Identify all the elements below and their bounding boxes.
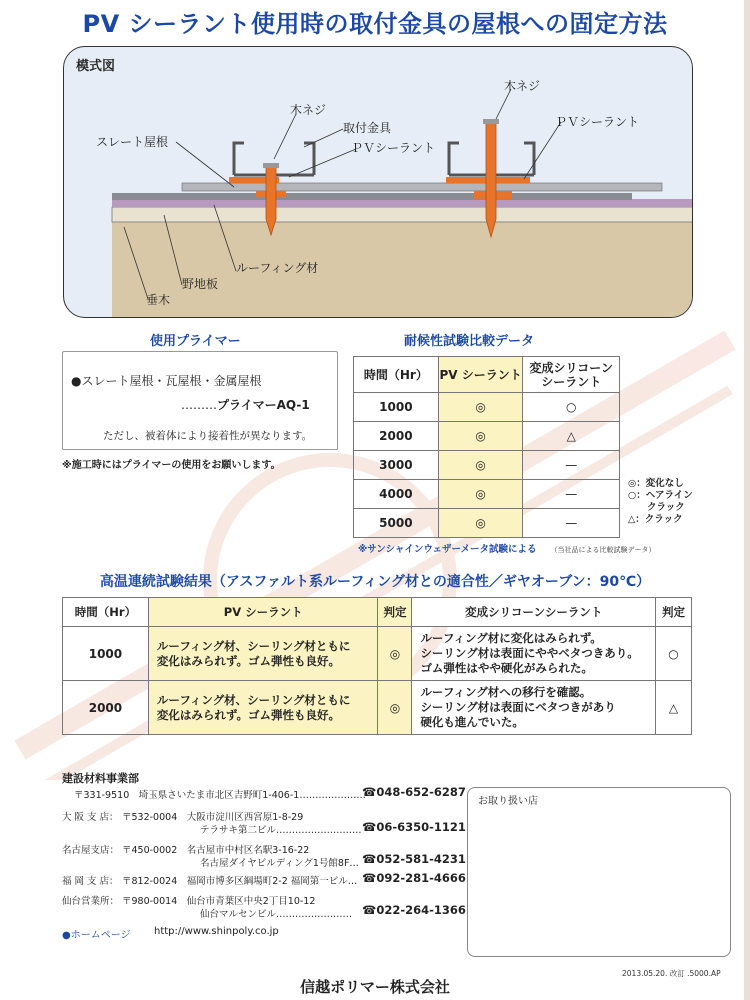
legend-item: クラック — [628, 502, 685, 513]
primer-title: 使用プライマー — [150, 334, 241, 349]
weather-legend — [628, 478, 693, 526]
label-roofing: ルーフィング材 — [236, 261, 319, 275]
weather-other: — — [523, 509, 620, 538]
heat-header-pv: PV シーラント — [148, 598, 378, 627]
heat-table — [62, 597, 692, 735]
table-row — [63, 681, 692, 735]
office-osaka-addr2: テラサキ第二ビル……………………… — [200, 825, 362, 836]
weather-other: ○ — [523, 393, 620, 422]
weather-pv: ◎ — [438, 509, 523, 538]
heat-other: ルーフィング材への移行を確認。 シーリング材は表面にベタつきがあり 硬化も進んでいた。 — [412, 681, 656, 735]
heat-pv-judge: ◎ — [378, 627, 412, 681]
sheathing-shape — [112, 207, 693, 222]
heat-header-other-judge: 判定 — [656, 598, 692, 627]
heat-header-hours: 時間（Hr） — [63, 598, 149, 627]
table-row — [354, 393, 620, 422]
primer-line1: ●スレート屋根・瓦屋根・金属屋根 — [71, 374, 262, 388]
primer-line3: ただし、被着体により接着性が異なります。 — [103, 430, 313, 442]
heat-header-pv-judge: 判定 — [378, 598, 412, 627]
slate-lower-shape — [112, 193, 632, 200]
heat-hours: 1000 — [63, 627, 149, 681]
label-sealant-right: ＰＶシーラント — [555, 115, 640, 129]
office-osaka-tel: ☎06-6350-1121 — [362, 820, 466, 834]
legend-item: ◎：変化なし — [628, 478, 684, 489]
heat-pv: ルーフィング材、シーリング材ともに 変化はみられず。ゴム弾性も良好。 — [148, 627, 378, 681]
weather-header-pv: PV シーラント — [438, 357, 523, 393]
weather-other: — — [523, 480, 620, 509]
heat-hours: 2000 — [63, 681, 149, 735]
table-row — [354, 509, 620, 538]
primer-note: ※施工時にはプライマーの使用をお願いします。 — [62, 460, 281, 471]
primer-line2-prefix: ……… — [181, 398, 217, 412]
office-fukuoka-name: 福 岡 支 店： — [62, 876, 119, 887]
weather-pv: ◎ — [438, 393, 523, 422]
weather-hours: 4000 — [354, 480, 439, 509]
office-sendai-addr2: 仙台マルセンビル…………………… — [200, 909, 353, 920]
diagram-label: 模式図 — [76, 59, 116, 74]
weather-pv: ◎ — [438, 422, 523, 451]
heat-other: ルーフィング材に変化はみられず。 シーリング材は表面にややベタつきあり。 ゴム弾性はやや硬化がみられた。 — [412, 627, 656, 681]
heat-header-row — [63, 598, 692, 627]
weather-note-main: ※サンシャインウェザーメータ試験による — [358, 544, 537, 555]
legend-item: △：クラック — [628, 514, 683, 525]
screw-right-head — [483, 119, 499, 124]
office-fukuoka-addr1: 〒812-0024 福岡市博多区綱場町2-2 福岡第一ビル… — [122, 876, 358, 887]
weather-pv: ◎ — [438, 480, 523, 509]
weather-hours: 5000 — [354, 509, 439, 538]
office-osaka-addr1: 〒532-0004 大阪市淀川区西宮原1-8-29 — [122, 812, 304, 823]
heat-pv: ルーフィング材、シーリング材ともに 変化はみられず。ゴム弾性も良好。 — [148, 681, 378, 735]
label-sheathing: 野地板 — [182, 277, 219, 291]
screw-right — [486, 123, 496, 237]
homepage-link[interactable]: http://www.shinpoly.co.jp — [154, 926, 279, 937]
office-hq-addr: 〒331-9510 埼玉県さいたま市北区吉野町1-406-1………………… — [74, 790, 366, 801]
office-sendai-addr1: 〒980-0014 仙台市青葉区中央2丁目10-12 — [122, 896, 316, 907]
slate-upper-shape — [182, 183, 662, 191]
office-nagoya-addr2: 名古屋ダイヤビルディング1号館8F… — [200, 858, 359, 869]
right-edge-bar — [744, 0, 750, 1000]
primer-box — [62, 351, 338, 450]
heat-other-judge: ○ — [656, 627, 692, 681]
weather-hours: 1000 — [354, 393, 439, 422]
office-nagoya-addr1: 〒450-0002 名古屋市中村区名駅3-16-22 — [122, 845, 310, 856]
office-sendai-name: 仙台営業所： — [62, 896, 120, 907]
schematic-diagram — [63, 46, 693, 318]
screw-left-head — [263, 163, 279, 168]
heat-title: 高温連続試験結果（アスファルト系ルーフィング材との適合性／ギヤオーブン：90℃） — [99, 574, 651, 590]
revision-date: 2013.05.20. 改訂 .5000.AP — [622, 969, 721, 978]
table-row — [354, 480, 620, 509]
label-slate: スレート屋根 — [96, 135, 169, 149]
office-fukuoka-tel: ☎092-281-4666 — [362, 871, 466, 885]
weather-other: △ — [523, 422, 620, 451]
dealer-label: お取り扱い店 — [478, 796, 538, 807]
legend-item: ○：ヘアライン — [628, 490, 693, 501]
dealer-box — [467, 787, 731, 957]
office-nagoya-tel: ☎052-581-4231 — [362, 852, 466, 866]
company-name: 信越ポリマー株式会社 — [300, 978, 450, 996]
weather-header-hours: 時間（Hr） — [354, 357, 439, 393]
weather-table — [353, 356, 620, 538]
label-screw-right: 木ネジ — [504, 79, 541, 93]
label-rafter: 垂木 — [146, 293, 171, 307]
label-sealant-left: ＰＶシーラント — [351, 141, 436, 155]
heat-header-other: 変成シリコーンシーラント — [412, 598, 656, 627]
homepage-label: ●ホームページ — [62, 930, 131, 941]
table-row — [354, 451, 620, 480]
office-nagoya-name: 名古屋支店： — [62, 845, 120, 856]
label-screw-left: 木ネジ — [290, 103, 327, 117]
heat-pv-judge: ◎ — [378, 681, 412, 735]
screw-left — [266, 167, 276, 235]
dept-name: 建設材料事業部 — [62, 772, 139, 785]
weather-header-row — [354, 357, 620, 393]
label-bracket: 取付金具 — [343, 121, 392, 135]
weather-note-small: （当社品による比較試験データ） — [550, 546, 656, 554]
office-hq-tel: ☎048-652-6287 — [362, 785, 466, 799]
weather-other: — — [523, 451, 620, 480]
primer-product: プライマーAQ-1 — [217, 398, 310, 412]
weather-hours: 3000 — [354, 451, 439, 480]
weather-pv: ◎ — [438, 451, 523, 480]
weather-note — [358, 541, 655, 555]
office-sendai-tel: ☎022-264-1366 — [362, 903, 466, 917]
table-row — [63, 627, 692, 681]
rafter-shape — [112, 222, 693, 318]
weather-hours: 2000 — [354, 422, 439, 451]
roofing-shape — [112, 199, 693, 207]
table-row — [354, 422, 620, 451]
page-title: PV シーラント使用時の取付金具の屋根への固定方法 — [82, 10, 668, 38]
primer-line2 — [181, 396, 310, 413]
office-osaka-name: 大 阪 支 店： — [62, 812, 119, 823]
weather-header-other: 変成シリコーン シーラント — [523, 357, 620, 393]
heat-other-judge: △ — [656, 681, 692, 735]
diagram-svg — [64, 47, 693, 318]
weather-title: 耐候性試験比較データ — [404, 334, 535, 349]
